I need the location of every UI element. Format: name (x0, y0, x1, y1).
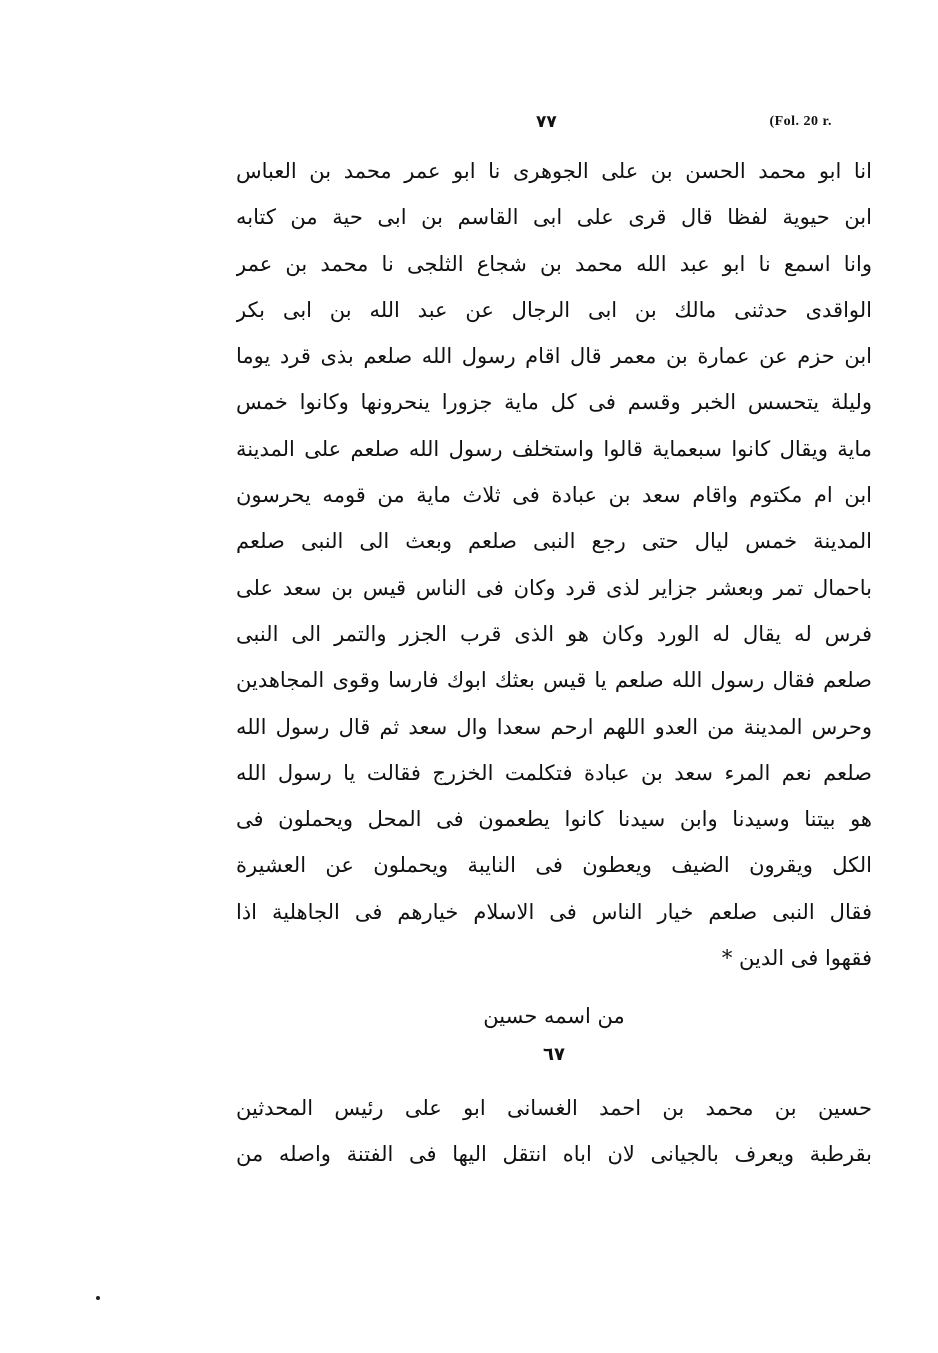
text-line: صلعم نعم المرء سعد بن عبادة فتكلمت الخزرج فقالت يا رسول الله (236, 760, 872, 785)
page-header (236, 114, 832, 138)
section-heading: من اسمه حسين (483, 1004, 625, 1028)
entry-number: ٦٧ (543, 1044, 565, 1065)
text-line: وانا اسمع نا ابو عبد الله محمد بن شجاع الثلجى نا محمد بن عمر (236, 251, 872, 276)
text-line: ابن ام مكتوم واقام سعد بن عبادة فى ثلاث ماية من قومه يحرسون (236, 483, 872, 508)
text-line: صلعم فقال رسول الله صلعم يا قيس بعثك ابوك فارسا وقوى المجاهدين (236, 668, 872, 693)
text-line: الكل ويقرون الضيف ويعطون فى النايبة ويحملون عن العشيرة (236, 853, 872, 878)
folio-reference: (Fol. 20 r. (769, 114, 832, 129)
text-line: بقرطبة ويعرف بالجيانى لان اباه انتقل اليها فى الفتنة واصله من (236, 1142, 872, 1167)
text-line: ماية ويقال كانوا سبعماية قالوا واستخلف رسول الله صلعم على المدينة (236, 436, 872, 461)
text-line: المدينة خمس ليال حتى رجع النبى صلعم وبعث الى النبى صلعم (236, 529, 872, 554)
text-line: انا ابو محمد الحسن بن على الجوهرى نا ابو عمر محمد بن العباس (236, 159, 872, 183)
text-line: هو بيتنا وسيدنا وابن سيدنا كانوا يطعمون فى المحل ويحملون فى (236, 807, 872, 832)
entry-paragraph (236, 1085, 872, 1178)
text-line: فرس له يقال له الورد وكان هو الذى قرب الجزر والتمر الى النبى (236, 621, 872, 646)
text-line: فقهوا فى الدين * (721, 946, 872, 971)
page-number: ٧٧ (536, 112, 557, 132)
text-line: الواقدى حدثنى مالك بن ابى الرجال عن عبد الله بن ابى بكر (236, 297, 872, 322)
text-line: وليلة يتحسس الخبر وقسم فى كل ماية جزورا ينحرونها وكانوا خمس (236, 390, 872, 415)
text-line: ابن حزم عن عمارة بن معمر قال اقام رسول الله صلعم بذى قرد يوما (236, 344, 872, 369)
text-line: فقال النبى صلعم خيار الناس فى الاسلام خيارهم فى الجاهلية اذا (236, 899, 872, 924)
main-paragraph (236, 148, 872, 981)
page-speck (96, 1296, 100, 1300)
text-line: باحمال تمر وبعشر جزاير لذى قرد وكان فى الناس قيس بن سعد على (236, 575, 872, 600)
text-line: وحرس المدينة من العدو اللهم ارحم سعدا وال سعد ثم قال رسول الله (236, 714, 872, 739)
text-line: حسين بن محمد بن احمد الغسانى ابو على رئيس المحدثين (236, 1096, 872, 1120)
text-line: ابن حيوية لفظا قال قرى على ابى القاسم بن ابى حية من كتابه (236, 205, 872, 230)
